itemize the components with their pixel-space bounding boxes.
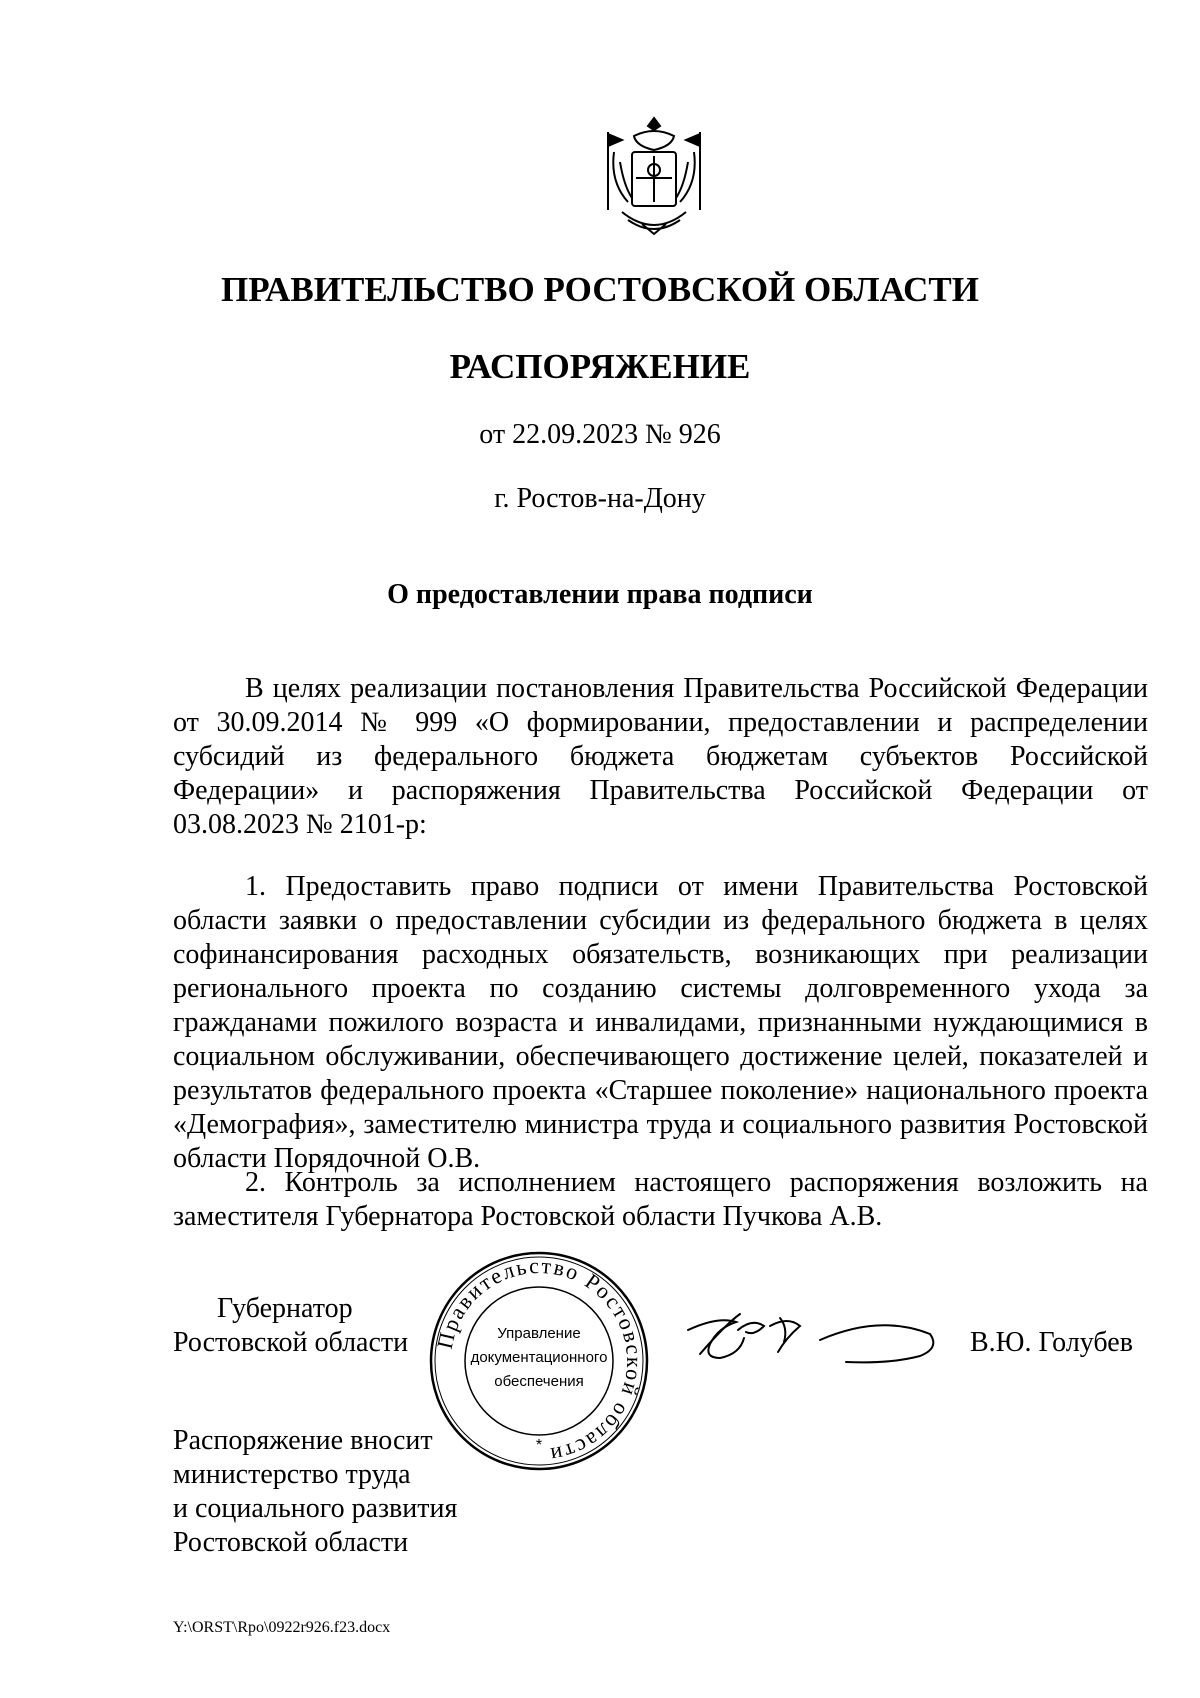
document-date-number: от 22.09.2023 № 926 (479, 419, 721, 450)
signatory-position (173, 1292, 408, 1360)
file-path: Y:\ORST\Rpo\0922r926.f23.docx (173, 1619, 391, 1636)
preamble-paragraph (173, 672, 1148, 842)
order-item-1 (173, 870, 1148, 1176)
coat-of-arms-icon (598, 112, 710, 240)
seal-inner-line3: обеспечения (494, 1373, 584, 1390)
order-item-text: 1. Предоставить право подписи от имени Правительства Ростовской области заявки о предоставлении субсидии из федерального бюджета в целях софинансирования расходных обязательств, возникающих при реализации регионального проекта по созданию системы долговременного ухода за гражданами пожилого возраста и инвалидами, признанными нуждающимися в социальном обслуживании, обеспечивающего достижение целей, показателей и результатов федерального проекта «Старшее поколение» национального проекта «Демография», заместителю министра труда и социального развития Ростовской области Порядочной О.В. (173, 871, 1148, 1174)
introduced-by-block (173, 1424, 457, 1560)
introduced-by-line3: и социального развития (173, 1493, 458, 1524)
seal-inner-line2: документационного (470, 1349, 608, 1366)
official-seal (428, 1250, 650, 1472)
signatory-name: В.Ю. Голубев (970, 1327, 1133, 1358)
signatory-position-line2: Ростовской области (173, 1327, 409, 1358)
document-city: г. Ростов-на-Дону (494, 483, 706, 514)
order-item-text: 2. Контроль за исполнением настоящего распоряжения возложить на заместителя Губернатора Ростовской области Пучкова А.В. (173, 1167, 1148, 1232)
signatory-position-line1: Губернатор (217, 1293, 353, 1324)
seal-star-icon: * (535, 1437, 543, 1454)
handwritten-signature (680, 1300, 940, 1380)
document-type: РАСПОРЯЖЕНИЕ (449, 347, 751, 386)
document-subject: О предоставлении права подписи (387, 579, 813, 610)
order-item-2 (173, 1166, 1148, 1234)
introduced-by-line2: министерство труда (173, 1459, 411, 1490)
seal-outer-text: Правительство Ростовской области (431, 1252, 648, 1469)
preamble-text: В целях реализации постановления Правительства Российской Федерации от 30.09.2014 № 999 «О формировании, предоставлении и распределении субсидий из федерального бюджета бюджетам субъектов Российской Федерации» и распоряжения Правительства Российской Федерации от 03.08.2023 № 2101-р: (173, 673, 1148, 840)
introduced-by-line4: Ростовской области (173, 1527, 409, 1558)
organization-title: ПРАВИТЕЛЬСТВО РОСТОВСКОЙ ОБЛАСТИ (221, 270, 979, 309)
seal-inner-line1: Управление (497, 1325, 581, 1342)
introduced-by-line1: Распоряжение вносит (173, 1425, 433, 1456)
